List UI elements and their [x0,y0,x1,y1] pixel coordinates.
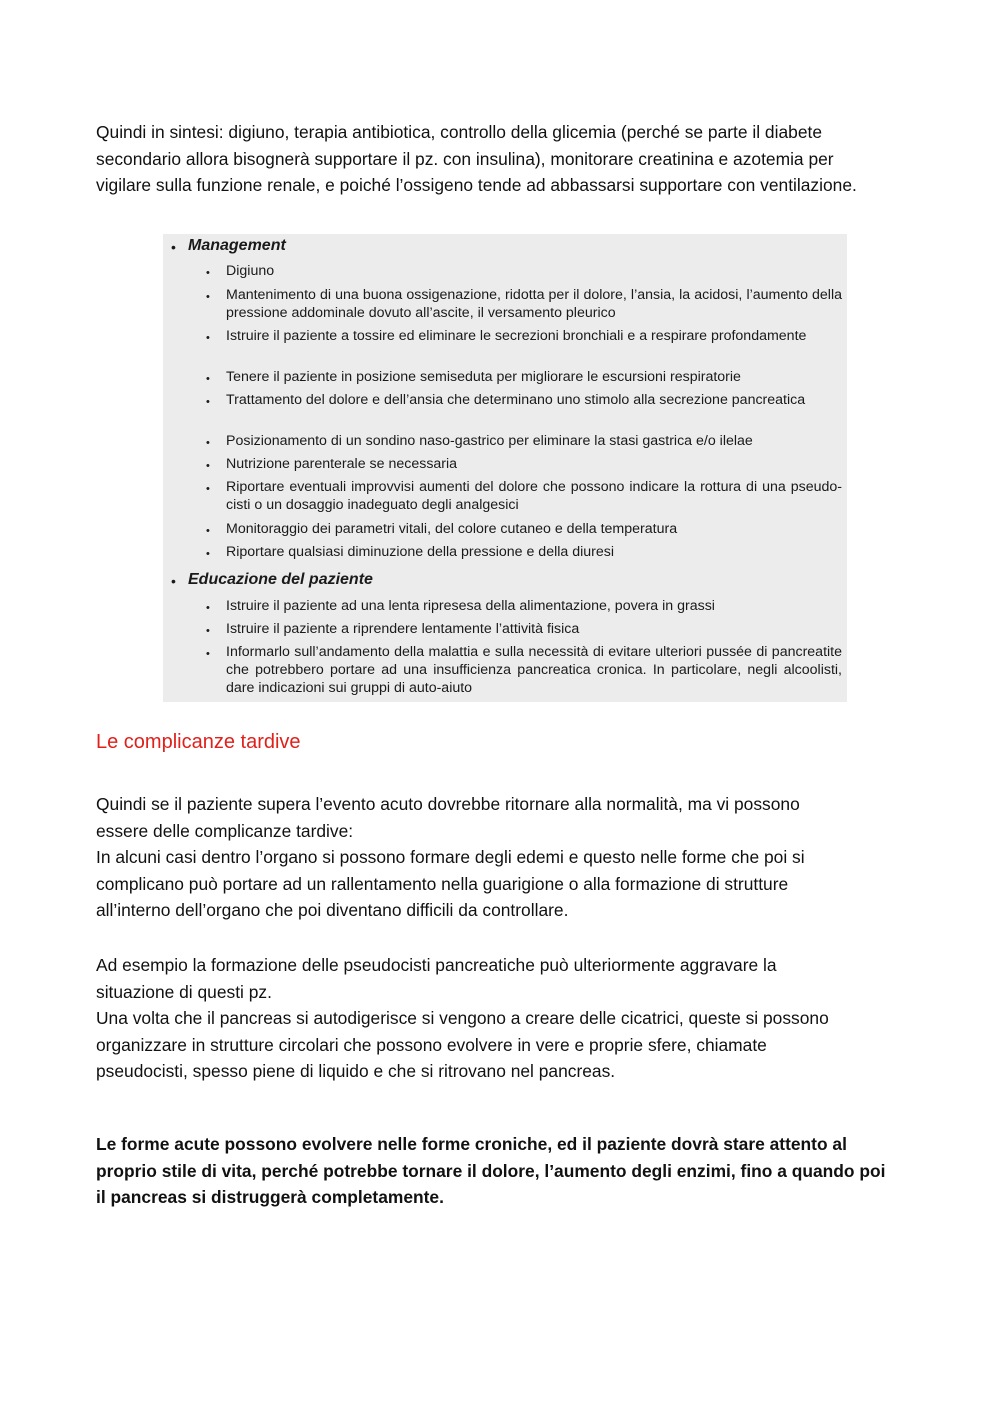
intro-paragraph: Quindi in sintesi: digiuno, terapia antibiotica, controllo della glicemia (perché se parte il diabete secondario allora bisognerà supportare il pz. con insulina), monitorare creatinina e azotemia per vigilare sulla funzione renale, e poiché l’ossigeno tende ad abbassarsi supportare con ventilazione. [96,122,857,196]
item-bullet: • [206,548,210,560]
education-item: Istruire il paziente ad una lenta ripresesa della alimentazione, povera in grassi [226,598,715,614]
management-item: Riportare eventuali improvvisi aumenti del dolore che possono indicare la rottura di una pseudo-cisti o un dosaggio inadeguato degli analgesici [226,479,842,513]
item-bullet: • [206,267,210,279]
item-bullet: • [206,373,210,385]
item-bullet: • [206,396,210,408]
management-item: Mantenimento di una buona ossigenazione, ridotta per il dolore, l’ansia, la acidosi, l’aumento della pressione addominale dovuto all’ascite, il versamento pleurico [226,287,842,321]
management-item: Riportare qualsiasi diminuzione della pressione e della diuresi [226,544,615,560]
item-bullet: • [206,483,210,495]
item-bullet: • [206,625,210,637]
section-heading: Le complicanze tardive [96,731,301,753]
item-bullet: • [206,602,210,614]
management-item: Monitoraggio dei parametri vitali, del colore cutaneo e della temperatura [226,521,678,537]
management-item: Istruire il paziente a tossire ed eliminare le secrezioni bronchiali e a respirare profondamente [226,328,807,344]
item-bullet: • [206,437,210,449]
management-title: Management [188,237,286,254]
education-item: Istruire il paziente a riprendere lentamente l’attività fisica [226,621,580,637]
management-item: Digiuno [226,263,275,279]
item-bullet: • [206,332,210,344]
management-item: Posizionamento di un sondino naso-gastrico per eliminare la stasi gastrica e/o ilelae [226,433,753,449]
management-slide-image [163,234,847,702]
body-paragraph: Ad esempio la formazione delle pseudocisti pancreatiche può ulteriormente aggravare la situazione di questi pz. Una volta che il pancreas si autodigerisce si vengono a creare delle cicatrici, queste si possono organizzare in strutture circolari che possono evolvere in vere e proprie sfere, chiamate pseudocisti, spesso piene di liquido e che si ritrovano nel pancreas. [96,955,829,1082]
education-item: Informarlo sull’andamento della malattia e sulla necessità di evitare ulteriori pussée di pancreatite che potrebbero portare ad una insufficienza pancreatica cronica. In particolare, negli alcoolisti, dare indicazioni sui gruppi di auto-aiuto [226,644,842,696]
item-bullet: • [206,291,210,303]
bold-conclusion-paragraph: Le forme acute possono evolvere nelle forme croniche, ed il paziente dovrà stare attento al proprio stile di vita, perché potrebbe tornare il dolore, l’aumento degli enzimi, fino a quando poi il pancreas si distruggerà completamente. [96,1134,886,1208]
management-item: Tenere il paziente in posizione semiseduta per migliorare le escursioni respiratorie [226,369,741,385]
education-title: Educazione del paziente [188,571,373,588]
section-bullet: • [171,239,176,255]
management-item: Nutrizione parenterale se necessaria [226,456,458,472]
item-bullet: • [206,460,210,472]
item-bullet: • [206,525,210,537]
section-bullet: • [171,573,176,589]
item-bullet: • [206,648,210,660]
body-paragraph: Quindi se il paziente supera l’evento acuto dovrebbe ritornare alla normalità, ma vi possono essere delle complicanze tardive: In alcuni casi dentro l’organo si possono formare degli edemi e questo nelle forme che poi si complicano può portare ad un rallentamento nella guarigione o alla formazione di strutture all’interno dell’organo che poi diventano difficili da controllare. [96,794,805,921]
management-item: Trattamento del dolore e dell’ansia che determinano uno stimolo alla secrezione pancreatica [226,392,806,408]
